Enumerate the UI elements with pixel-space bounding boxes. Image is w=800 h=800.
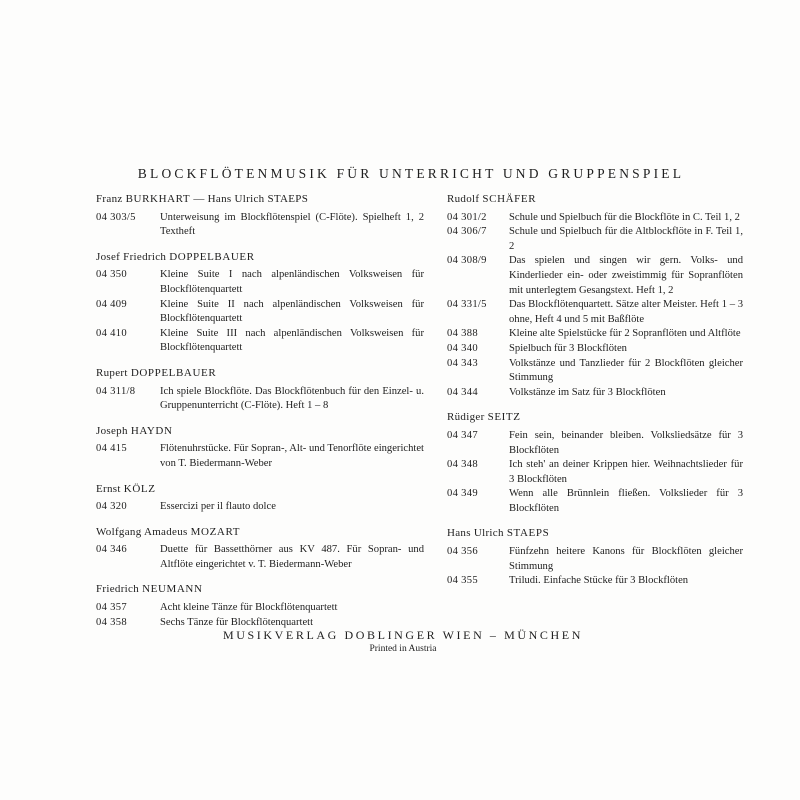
composer-first-name: Rudolf [447,193,480,205]
composer-group [96,250,424,356]
catalog-number: 04 340 [447,342,478,354]
catalog-entry [96,327,424,356]
catalog-description: Sechs Tänze für Blockflötenquartett [160,616,314,628]
catalog-title: BLOCKFLÖTENMUSIK FÜR UNTERRICHT UND GRUPPENSPIEL [137,166,685,181]
catalog-description: Wenn alle Brünnlein fließen. Volkslieder für 3 Blockflöten [509,488,743,514]
catalog-entry [96,543,424,572]
catalog-description: Kleine Suite II nach alpenländischen Volksweisen für Blockflötenquartett [160,298,424,325]
catalog-number: 04 349 [447,488,478,500]
catalog-description: Duette für Bassetthörner aus KV 487. Für Sopran- und Altflöte eingerichtet v. T. Biedermann-Weber [160,544,424,570]
composer-name [447,410,743,425]
catalog-number: 04 301/2 [447,211,487,223]
composer-name [96,525,424,540]
catalog-description: Ich steh' an deiner Krippen hier. Weihnachtslieder für 3 Blockflöten [509,459,743,485]
catalog-description: Kleine Suite III nach alpenländischen Volksweisen für Blockflötenquartett [160,327,424,354]
composer-first-name: Hans Ulrich [447,527,504,540]
catalog-entry [447,225,743,254]
catalog-entry [96,442,424,471]
catalog-number: 04 409 [96,298,127,310]
catalog-description: Schule und Spielbuch für die Blockflöte in C. Teil 1, 2 [509,211,740,223]
composer-last-name: DOPPELBAUER [169,250,255,263]
catalog-number: 04 358 [96,616,127,628]
composer-group [96,482,424,515]
left-column [96,192,424,640]
catalog-number: 04 356 [447,546,478,558]
catalog-number: 04 311/8 [96,385,136,397]
publisher-line: MUSIKVERLAG DOBLINGER WIEN – MÜNCHEN [222,628,584,642]
catalog-entry [447,357,743,386]
catalog-entry [447,298,743,327]
catalog-description: Kleine Suite I nach alpenländischen Volksweisen für Blockflötenquartett [160,269,424,295]
composer-last-name: BURKHART [125,193,191,205]
catalog-description: Fein sein, beinander bleiben. Volksliedsätze für 3 Blockflöten [509,429,743,456]
catalog-entry [447,458,743,487]
catalog-description: Acht kleine Tänze für Blockflötenquartett [160,602,338,614]
catalog-description: Das Blockflötenquartett. Sätze alter Meister. Heft 1 – 3 ohne, Heft 4 und 5 mit Baßflöte [509,299,743,325]
catalog-entry [447,386,743,401]
composer-name [96,482,424,497]
catalog-entry [96,268,424,297]
catalog-entry [96,211,424,240]
catalog-number: 04 388 [447,328,478,340]
catalog-description: Kleine alte Spielstücke für 2 Sopranflöten und Altflöte [509,328,741,340]
composer-first-name: Wolfgang Amadeus [96,525,188,538]
catalog-number: 04 303/5 [96,211,136,223]
catalog-entry [447,574,743,589]
composer-name [447,192,743,207]
catalog-entry [447,545,743,574]
composer-group [96,192,424,240]
catalog-number: 04 357 [96,602,127,614]
composer-name [96,424,424,439]
catalog-description: Unterweisung im Blockflötenspiel (C-Flöte). Spielheft 1, 2 Textheft [160,211,424,238]
catalog-entry [447,327,743,342]
catalog-entry [447,211,743,226]
composer-name [96,250,424,265]
composer-last-name: SCHÄFER [482,193,537,205]
catalog-description: Flötenuhrstücke. Für Sopran-, Alt- und Tenorflöte eingerichtet von T. Biedermann-Weber [160,443,424,469]
catalog-entry [96,385,424,414]
catalog-description: Fünfzehn heitere Kanons für Blockflöten gleicher Stimmung [509,546,743,572]
composer-group [447,526,743,588]
composer-last-name: NEUMANN [142,583,203,596]
composer-first-name: Rüdiger [447,411,485,424]
printed-in-line: Printed in Austria [369,644,437,654]
composer-name [447,526,743,541]
catalog-description: Ich spiele Blockflöte. Das Blockflötenbuch für den Einzel- u. Gruppenunterricht (C-Flöte). Heft 1 – 8 [160,385,424,412]
composer-name [96,192,424,207]
composer-last-name: MOZART [190,525,241,538]
composer-first-name: Josef Friedrich [96,250,167,263]
composer-coauthor: — Hans Ulrich STAEPS [193,193,309,205]
catalog-number: 04 355 [447,575,478,587]
catalog-description: Essercizi per il flauto dolce [160,501,276,513]
catalog-description: Volkstänze im Satz für 3 Blockflöten [509,386,666,398]
catalog-entry [96,298,424,327]
catalog-description: Schule und Spielbuch für die Altblockflöte in F. Teil 1, 2 [509,226,743,252]
catalog-number: 04 415 [96,443,127,455]
catalog-description: Spielbuch für 3 Blockflöten [509,342,627,354]
composer-first-name: Rupert [96,366,128,379]
composer-last-name: SEITZ [487,411,521,424]
composer-last-name: HAYDN [130,424,173,437]
catalog-number: 04 347 [447,429,478,441]
catalog-number: 04 331/5 [447,299,487,311]
catalog-entry [447,429,743,458]
catalog-number: 04 344 [447,386,478,398]
catalog-description: Volkstänze und Tanzlieder für 2 Blockflöten gleicher Stimmung [509,357,743,384]
catalog-number: 04 306/7 [447,226,487,238]
composer-group [96,582,424,630]
catalog-number: 04 350 [96,269,127,281]
composer-group [96,424,424,472]
catalog-number: 04 343 [447,357,478,369]
composer-first-name: Ernst [96,482,121,495]
composer-first-name: Franz [96,193,123,205]
composer-group [96,366,424,414]
composer-name [96,582,424,597]
catalog-number: 04 410 [96,327,127,339]
composer-first-name: Friedrich [96,583,140,596]
catalog-entry [96,601,424,616]
catalog-number: 04 346 [96,544,127,556]
composer-last-name: STAEPS [506,527,550,540]
catalog-description: Das spielen und singen wir gern. Volks- und Kinderlieder ein- oder zweistimmig für Sopranflöten mit unterlegtem Gesangstext. Heft 1, 2 [509,255,743,296]
right-column [447,192,743,599]
composer-last-name: DOPPELBAUER [130,366,217,379]
composer-group [96,525,424,573]
catalog-description: Triludi. Einfache Stücke für 3 Blockflöten [509,575,689,587]
catalog-entry [447,254,743,298]
catalog-number: 04 320 [96,501,127,513]
composer-name [96,366,424,381]
catalog-number: 04 348 [447,459,478,471]
composer-first-name: Joseph [96,424,128,437]
catalog-entry [447,487,743,516]
catalog-entry [96,500,424,515]
composer-group [447,410,743,516]
composer-last-name: KÖLZ [123,482,156,495]
catalog-entry [447,342,743,357]
composer-group [447,192,743,400]
catalog-number: 04 308/9 [447,255,487,267]
